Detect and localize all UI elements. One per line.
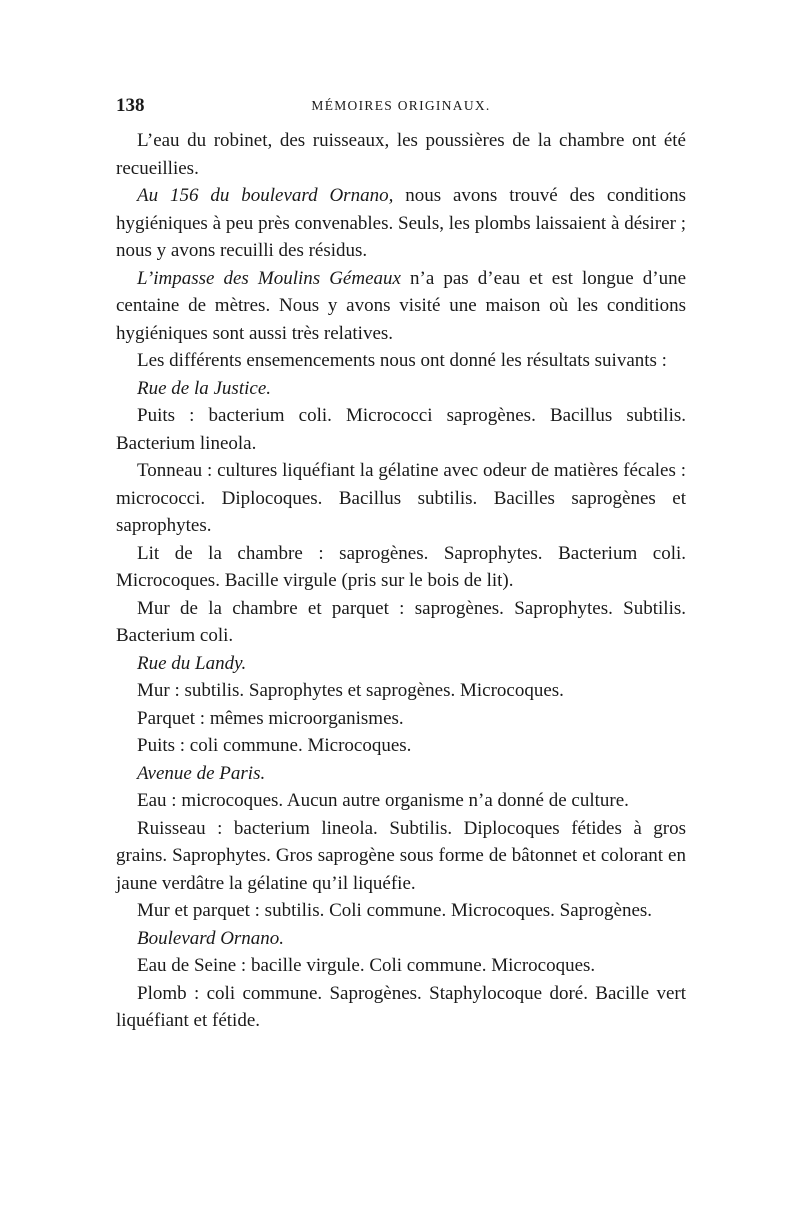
location-heading: Avenue de Paris.	[137, 762, 266, 784]
paragraph: Plomb : coli commune. Saprogènes. Staphylocoque doré. Bacille vert liquéfiant et fétide.	[116, 982, 686, 1031]
location-heading: Boulevard Ornano.	[137, 927, 285, 949]
paragraph: Les différents ensemencements nous ont donné les résultats suivants :	[137, 350, 667, 371]
paragraph: Lit de la chambre : saprogènes. Saprophytes. Bacterium coli. Microcoques. Bacille virgule (pris sur le bois de lit).	[116, 542, 686, 591]
paragraph: Ruisseau : bacterium lineola. Subtilis. Diplocoques fétides à gros grains. Saprophytes. Gros saprogène sous forme de bâtonnet et colorant en jaune verdâtre la gélatine qu’il liquéfie.	[116, 817, 686, 894]
paragraph: Mur et parquet : subtilis. Coli commune. Microcoques. Saprogènes.	[137, 900, 653, 921]
location-heading: Rue de la Justice.	[137, 377, 272, 399]
paragraph	[116, 265, 686, 348]
page-number: 138	[116, 95, 145, 116]
italic-lead: L’impasse des Moulins Gémeaux	[137, 267, 401, 289]
paragraph: Tonneau : cultures liquéfiant la gélatine avec odeur de matières fécales : micrococci. Diplocoques. Bacillus subtilis. Bacilles saprogènes et saprophytes.	[116, 460, 686, 536]
paragraph: L’eau du robinet, des ruisseaux, les poussières de la chambre ont été recueillies.	[116, 130, 686, 179]
page-header	[116, 95, 686, 119]
running-head: MÉMOIRES ORIGINAUX.	[311, 98, 491, 113]
location-heading: Rue du Landy.	[137, 652, 247, 674]
paragraph-text: n’a pas d’eau et est longue d’une centaine de mètres. Nous y avons visité une maison où les conditions hygiéniques sont aussi très relatives.	[116, 267, 686, 344]
italic-lead: Au 156 du boulevard Ornano,	[137, 185, 394, 206]
paragraph: Eau de Seine : bacille virgule. Coli commune. Microcoques.	[137, 955, 596, 976]
paragraph: Mur de la chambre et parquet : saprogènes. Saprophytes. Subtilis. Bacterium coli.	[116, 597, 686, 646]
paragraph	[116, 182, 686, 265]
paragraph: Puits : bacterium coli. Micrococci saprogènes. Bacillus subtilis. Bacterium lineola.	[116, 405, 686, 454]
paragraph-text: nous avons trouvé des conditions hygiéniques à peu près convenables. Seuls, les plombs laissaient à désirer ; nous y avons recuilli des résidus.	[116, 185, 686, 261]
paragraph: Parquet : mêmes microorganismes.	[137, 707, 404, 729]
page	[116, 95, 686, 1035]
paragraph: Puits : coli commune. Microcoques.	[137, 735, 412, 756]
paragraph: Mur : subtilis. Saprophytes et saprogènes. Microcoques.	[137, 680, 564, 701]
paragraph: Eau : microcoques. Aucun autre organisme n’a donné de culture.	[137, 790, 629, 811]
body-text	[116, 127, 686, 1035]
